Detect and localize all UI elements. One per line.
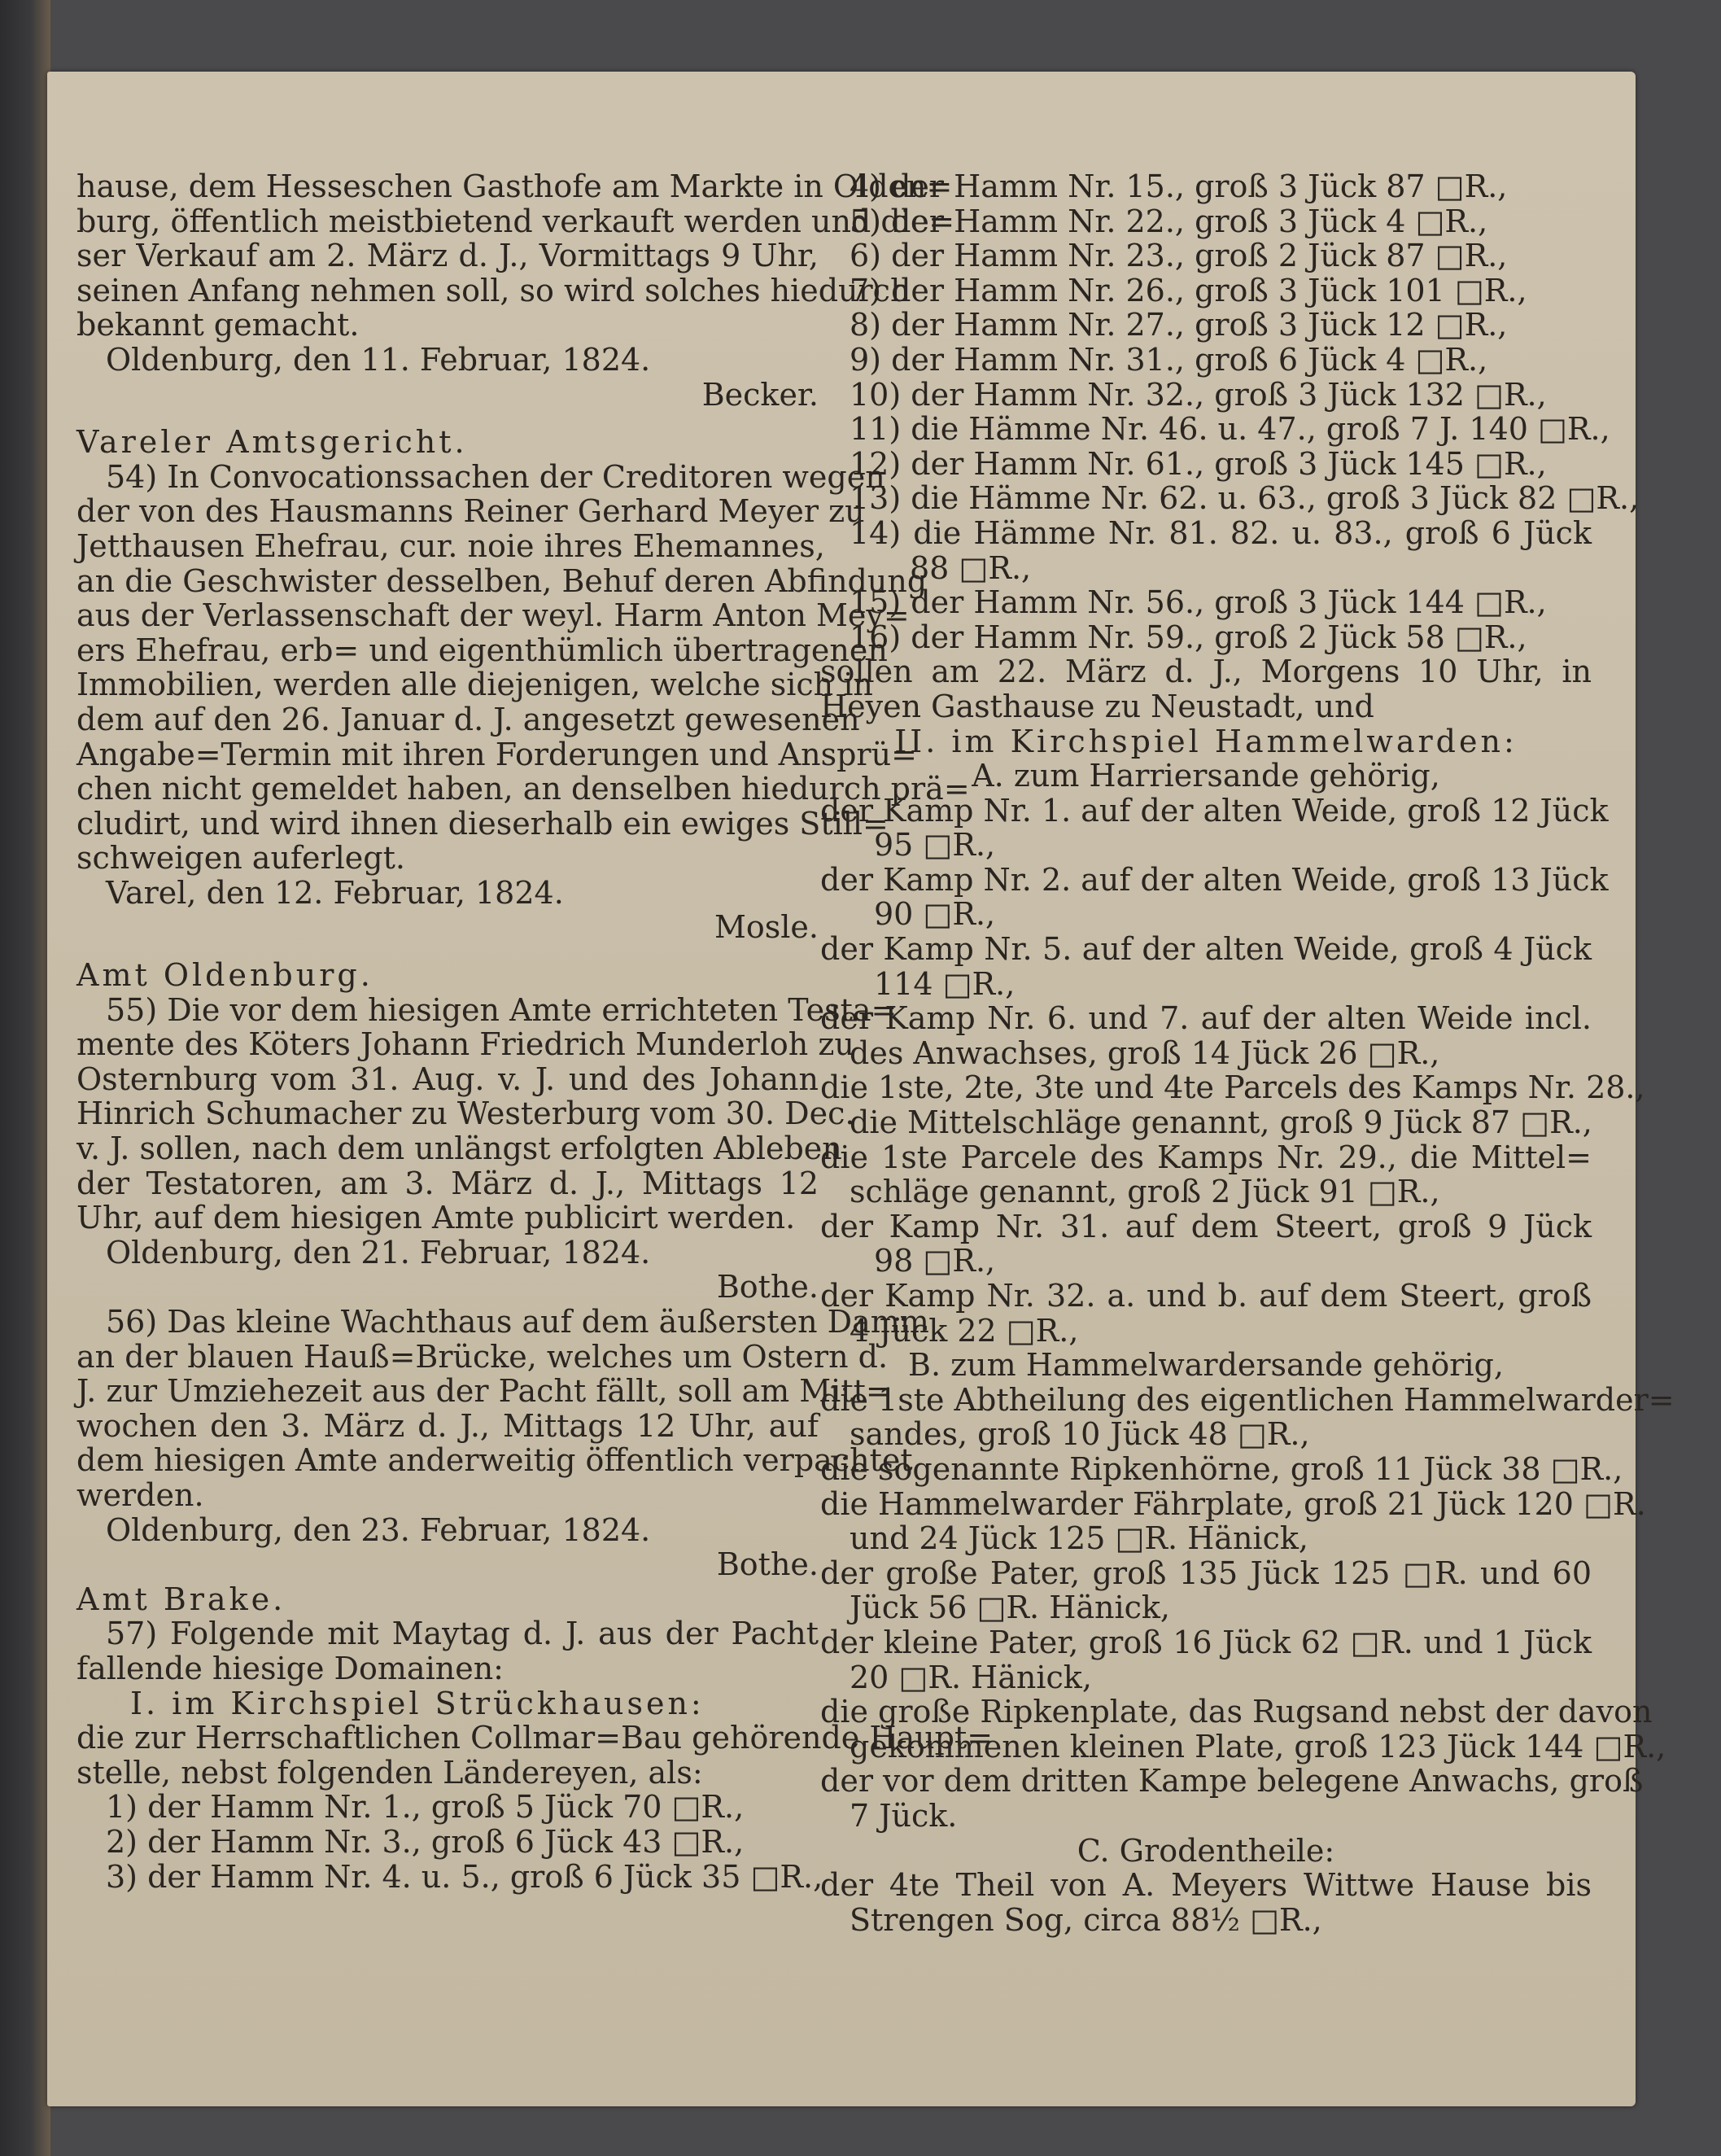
text-line: 57) Folgende mit Maytag d. J. aus der Pacht — [106, 1616, 819, 1652]
text-line: Hinrich Schumacher zu Westerburg vom 30. Dec. — [76, 1095, 855, 1132]
text-line: Immobilien, werden alle diejenigen, welche sich in — [76, 667, 873, 703]
text-line: Heyen Gasthause zu Neustadt, und — [820, 688, 1374, 724]
text-line — [76, 945, 819, 958]
text-line: der Kamp Nr. 5. auf der alten Weide, groß 4 Jück — [820, 931, 1592, 968]
text-line: die Mittelschläge genannt, groß 9 Jück 87 □R., — [850, 1104, 1592, 1141]
text-line: 98 □R., — [874, 1243, 996, 1279]
text-line: 13) die Hämme Nr. 62. u. 63., groß 3 Jück 82 □R., — [850, 480, 1640, 517]
text-line: 2) der Hamm Nr. 3., groß 6 Jück 43 □R., — [106, 1823, 745, 1860]
text-line: 16) der Hamm Nr. 59., groß 2 Jück 58 □R., — [850, 619, 1527, 655]
text-line: der Kamp Nr. 2. auf der alten Weide, groß 13 Jück — [820, 861, 1609, 898]
text-line: die zur Herrschaftlichen Collmar=Bau gehörende Haupt= — [76, 1720, 994, 1756]
text-line: des Anwachses, groß 14 Jück 26 □R., — [850, 1034, 1440, 1071]
text-line: die große Ripkenplate, das Rugsand nebst der davon — [820, 1694, 1653, 1730]
text-line: ers Ehefrau, erb= und eigenthümlich übertragenen — [76, 632, 888, 668]
text-line: 4) der Hamm Nr. 15., groß 3 Jück 87 □R., — [850, 168, 1508, 204]
text-line: Uhr, auf dem hiesigen Amte publicirt werden. — [76, 1200, 796, 1236]
text-line: Mosle. — [714, 909, 819, 946]
text-line: Jetthausen Ehefrau, cur. noie ihres Ehemannes, — [76, 527, 825, 564]
text-line: stelle, nebst folgenden Ländereyen, als: — [76, 1754, 703, 1791]
text-line: die sogenannte Ripkenhörne, groß 11 Jück 38 □R., — [820, 1450, 1623, 1487]
text-line: werden. — [76, 1476, 204, 1513]
text-line: 6) der Hamm Nr. 23., groß 2 Jück 87 □R., — [850, 238, 1508, 274]
text-line: an der blauen Hauß=Brücke, welches um Ostern d. — [76, 1338, 889, 1375]
text-line: 54) In Convocationssachen der Creditoren wegen — [106, 458, 885, 495]
text-line: 14) die Hämme Nr. 81. 82. u. 83., groß 6 Jück — [850, 514, 1592, 551]
text-line: 88 □R., — [910, 549, 1032, 586]
text-line: die 1ste Abtheilung des eigentlichen Hammelwarder= — [820, 1381, 1675, 1418]
text-line: bekannt gemacht. — [76, 307, 360, 343]
text-line: 90 □R., — [874, 896, 996, 933]
text-line: der Kamp Nr. 31. auf dem Steert, groß 9 Jück — [820, 1208, 1592, 1244]
text-line: B. zum Hammelwardersande gehörig, — [908, 1347, 1504, 1384]
text-line: an die Geschwister desselben, Behuf deren Abfindung — [76, 562, 928, 599]
text-line: ser Verkauf am 2. März d. J., Vormittags 9 Uhr, — [76, 238, 819, 274]
text-line: der Kamp Nr. 32. a. und b. auf dem Steert, groß — [820, 1278, 1592, 1314]
text-line: 9) der Hamm Nr. 31., groß 6 Jück 4 □R., — [850, 341, 1488, 378]
text-line: Angabe=Termin mit ihren Forderungen und Ansprü= — [76, 736, 917, 772]
text-line: 5) der Hamm Nr. 22., groß 3 Jück 4 □R., — [850, 203, 1488, 239]
text-line: wochen den 3. März d. J., Mittags 12 Uhr, auf — [76, 1407, 819, 1444]
text-line: und 24 Jück 125 □R. Hänick, — [850, 1520, 1308, 1557]
text-line: 7 Jück. — [850, 1797, 958, 1834]
text-line: 1) der Hamm Nr. 1., groß 5 Jück 70 □R., — [106, 1789, 745, 1826]
document-page — [47, 72, 1675, 2106]
text-line: 20 □R. Hänick, — [850, 1659, 1092, 1695]
text-line: 95 □R., — [874, 827, 996, 864]
text-line: 15) der Hamm Nr. 56., groß 3 Jück 144 □R., — [850, 584, 1547, 621]
text-line: 10) der Hamm Nr. 32., groß 3 Jück 132 □R., — [850, 376, 1547, 413]
right-column — [820, 168, 1675, 1938]
text-line: schläge genannt, groß 2 Jück 91 □R., — [850, 1174, 1440, 1210]
text-line: v. J. sollen, nach dem unlängst erfolgten Ableben — [76, 1130, 842, 1167]
text-line: Vareler Amtsgericht. — [76, 424, 468, 461]
text-line: A. zum Harriersande gehörig, — [972, 758, 1440, 794]
text-line: cludirt, und wird ihnen dieserhalb ein ewiges Still= — [76, 805, 889, 842]
text-line: 11) die Hämme Nr. 46. u. 47., groß 7 J. 140 □R., — [850, 411, 1610, 448]
text-line: aus der Verlassenschaft der weyl. Harm Anton Mey= — [76, 597, 910, 634]
text-line: der von des Hausmanns Reiner Gerhard Meyer zu — [76, 493, 865, 530]
text-line: sandes, groß 10 Jück 48 □R., — [850, 1416, 1310, 1453]
text-line: der kleine Pater, groß 16 Jück 62 □R. und 1 Jück — [820, 1624, 1592, 1660]
text-line: Amt Oldenburg. — [76, 957, 373, 994]
text-line: 8) der Hamm Nr. 27., groß 3 Jück 12 □R., — [850, 307, 1508, 343]
text-line: J. zur Umziehezeit aus der Pacht fällt, soll am Mitt= — [76, 1373, 892, 1410]
text-line: Bothe. — [716, 1546, 819, 1583]
text-line: dem hiesigen Amte anderweitig öffentlich verpachtet — [76, 1442, 913, 1479]
text-line: Jück 56 □R. Hänick, — [850, 1590, 1171, 1626]
scan-edge — [0, 0, 50, 2156]
text-line: fallende hiesige Domainen: — [76, 1650, 504, 1686]
text-line: 3) der Hamm Nr. 4. u. 5., groß 6 Jück 35 □R., — [106, 1858, 823, 1895]
text-line: die Hammelwarder Fährplate, groß 21 Jück 120 □R. — [820, 1485, 1646, 1522]
text-line: 7) der Hamm Nr. 26., groß 3 Jück 101 □R., — [850, 272, 1527, 308]
text-line: die 1ste Parcele des Kamps Nr. 29., die Mittel= — [820, 1139, 1592, 1175]
text-line: Amt Brake. — [76, 1581, 286, 1617]
text-line: 56) Das kleine Wachthaus auf dem äußersten Damm — [106, 1304, 929, 1340]
text-line: der 4te Theil von A. Meyers Wittwe Hause bis — [820, 1867, 1592, 1904]
text-line: mente des Köters Johann Friedrich Munderloh zu — [76, 1026, 854, 1063]
text-line: seinen Anfang nehmen soll, so wird solches hiedurch — [76, 272, 911, 308]
text-line: sollen am 22. März d. J., Morgens 10 Uhr, in — [820, 654, 1592, 690]
text-line: Oldenburg, den 23. Februar, 1824. — [106, 1511, 651, 1548]
text-line: der große Pater, groß 135 Jück 125 □R. und 60 — [820, 1555, 1592, 1591]
text-line: gekommenen kleinen Plate, groß 123 Jück 144 □R., — [850, 1728, 1666, 1765]
text-line: Oldenburg, den 21. Februar, 1824. — [106, 1234, 651, 1270]
text-line: der Testatoren, am 3. März d. J., Mittags 12 — [76, 1165, 819, 1201]
text-line: Bothe. — [716, 1269, 819, 1305]
text-line: 12) der Hamm Nr. 61., groß 3 Jück 145 □R., — [850, 445, 1547, 482]
text-line — [76, 412, 819, 425]
text-line: II. im Kirchspiel Hammelwarden: — [894, 723, 1518, 759]
text-line: schweigen auferlegt. — [76, 840, 405, 877]
text-line: Becker. — [701, 376, 819, 413]
text-line: 4 Jück 22 □R., — [850, 1312, 1079, 1349]
text-line: Varel, den 12. Februar, 1824. — [106, 874, 564, 911]
text-line: 114 □R., — [874, 965, 1016, 1002]
text-line: C. Grodentheile: — [1077, 1832, 1335, 1869]
text-line: chen nicht gemeldet haben, an denselben hiedurch prä= — [76, 771, 970, 807]
text-line: die 1ste, 2te, 3te und 4te Parcels des Kamps Nr. 28., — [820, 1069, 1645, 1106]
text-line: I. im Kirchspiel Strückhausen: — [130, 1685, 705, 1721]
text-line: Strengen Sog, circa 88½ □R., — [850, 1901, 1322, 1938]
text-line: Osternburg vom 31. Aug. v. J. und des Johann — [76, 1061, 819, 1097]
text-line: Oldenburg, den 11. Februar, 1824. — [106, 341, 651, 378]
text-line: hause, dem Hesseschen Gasthofe am Markte in Olden= — [76, 168, 953, 204]
text-line: burg, öffentlich meistbietend verkauft werden und die= — [76, 203, 955, 239]
text-line: der Kamp Nr. 1. auf der alten Weide, groß 12 Jück — [820, 792, 1609, 829]
text-line: der vor dem dritten Kampe belegene Anwachs, groß — [820, 1763, 1644, 1800]
text-line: dem auf den 26. Januar d. J. angesetzt gewesenen — [76, 701, 860, 737]
text-line: der Kamp Nr. 6. und 7. auf der alten Weide incl. — [820, 1000, 1592, 1037]
text-line: 55) Die vor dem hiesigen Amte errichteten Testa= — [106, 991, 898, 1028]
